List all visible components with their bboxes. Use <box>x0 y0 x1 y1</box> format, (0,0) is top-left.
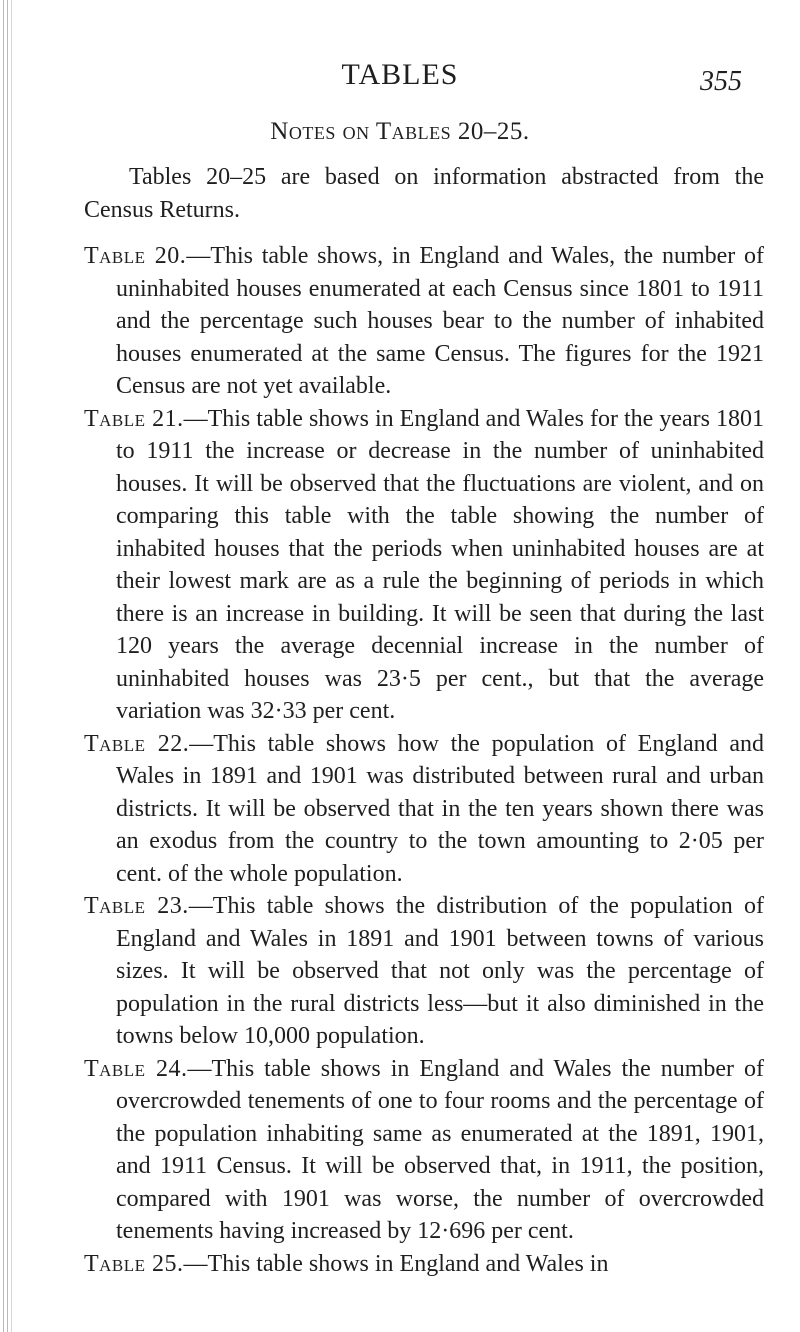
table-reference: Table 21. <box>84 405 184 432</box>
table-reference: Table 25. <box>84 1250 184 1277</box>
note-text: —This table shows in England and Wales in <box>183 1250 609 1277</box>
table-reference: Table 22. <box>84 730 190 757</box>
intro-paragraph: Tables 20–25 are based on information abstracted from the Census Returns. <box>84 164 764 223</box>
table-reference: Table 23. <box>84 893 189 919</box>
note-text: —This table shows how the population of England and Wales in 1891 and 1901 was distributed between rural and urban districts. It will be observed that in the ten years shown there was an exodus from the country to the town amounting to 2·05 per cent. of the whole population. <box>116 730 764 887</box>
note-table-20 <box>84 240 764 403</box>
note-table-21 <box>84 403 764 728</box>
note-table-23 <box>84 890 764 1053</box>
note-table-25 <box>84 1248 764 1281</box>
body-text <box>84 161 764 1280</box>
table-reference: Table 24. <box>84 1055 188 1082</box>
note-text: —This table shows in England and Wales the number of overcrowded tenements of one to four rooms and the percentage of the population inhabiting same as enumerated at the 1891, 1901, and 1911 Census. It will be observed that, in 1911, the position, compared with 1901 was worse, the number of overcrowded tenements having increased by 12·696 per cent. <box>116 1055 765 1244</box>
note-text: —This table shows in England and Wales for the years 1801 to 1911 the increase or decrease in the number of uninhabited houses. It will be observed that the fluctuations are violent, and on comparing this table with the table showing the number of inhabited houses that the periods when uninhabited houses are at their lowest mark are as a rule the beginning of periods in which there is an increase in building. It will be seen that during the last 120 years the average decennial increase in the number of uninhabited houses was 23·5 per cent., but that the average variation was 32·33 per cent. <box>116 405 765 724</box>
section-heading: Notes on Tables 20–25. <box>270 118 530 145</box>
note-table-24 <box>84 1053 764 1248</box>
note-table-22 <box>84 728 764 891</box>
note-text: —This table shows the distribution of the population of England and Wales in 1891 and 1901 between towns of various sizes. It will be observed that not only was the percentage of population in the rural districts less—but it also diminished in the towns below 10,000 population. <box>116 893 765 1049</box>
note-text: —This table shows, in England and Wales, the number of uninhabited houses enumerated at each Census since 1801 to 1911 and the percentage such houses bear to the number of inhabited houses enumerated at the same Census. The figures for the 1921 Census are not yet available. <box>116 243 765 399</box>
page-number: 355 <box>700 66 742 97</box>
table-reference: Table 20. <box>84 243 187 269</box>
running-head: TABLES <box>341 58 459 91</box>
